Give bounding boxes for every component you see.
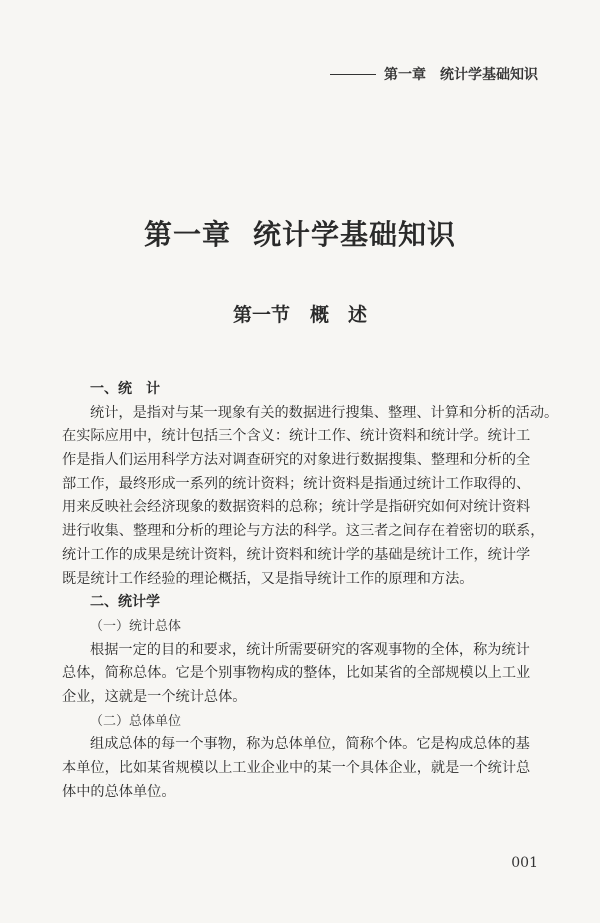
header-chapter: 第一章 (384, 67, 426, 83)
header-title: 统计学基础知识 (440, 67, 538, 83)
heading-statistics: 一、统 计 (90, 381, 160, 397)
paragraph-line: 进行收集、整理和分析的理论与方法的科学。这三者之间存在着密切的联系， (62, 523, 545, 540)
header-rule (330, 74, 376, 75)
subheading-population-unit: （二）总体单位 (90, 713, 182, 729)
section-number: 第一节 (232, 304, 290, 326)
paragraph-line: 企业，这就是一个统计总体。 (62, 688, 247, 705)
paragraph-line: 组成总体的每一个事物，称为总体单位，简称个体。它是构成总体的基 (90, 736, 530, 753)
chapter-name: 统计学基础知识 (253, 218, 457, 251)
running-header (330, 63, 538, 85)
paragraph-line: 作是指人们运用科学方法对调查研究的对象进行数据搜集、整理和分析的全 (62, 452, 531, 469)
page-number: 001 (511, 855, 538, 871)
paragraph-line: 用来反映社会经济现象的数据资料的总称；统计学是指研究如何对统计资料 (62, 499, 531, 516)
section-title (0, 300, 600, 327)
paragraph-line: 统计，是指对与某一现象有关的数据进行搜集、整理、计算和分析的活动。 (90, 404, 559, 421)
paragraph-line: 统计工作的成果是统计资料，统计资料和统计学的基础是统计工作，统计学 (62, 546, 531, 563)
paragraph-line: 部工作，最终形成一系列的统计资料；统计资料是指通过统计工作取得的、 (62, 475, 531, 492)
chapter-number: 第一章 (143, 218, 231, 251)
paragraph-line: 根据一定的目的和要求，统计所需要研究的客观事物的全体，称为统计 (90, 641, 530, 658)
body-text (62, 378, 559, 804)
chapter-title (0, 213, 600, 253)
heading-statistics-science: 二、统计学 (90, 594, 160, 611)
paragraph-line: 体中的总体单位。 (62, 783, 176, 800)
subheading-statistical-population: （一）统计总体 (90, 618, 182, 634)
paragraph-line: 在实际应用中，统计包括三个含义：统计工作、统计资料和统计学。统计工 (62, 428, 531, 445)
paragraph-line: 既是统计工作经验的理论概括，又是指导统计工作的原理和方法。 (62, 570, 474, 587)
section-name: 概 述 (310, 304, 368, 326)
paragraph-line: 本单位，比如某省规模以上工业企业中的某一个具体企业，就是一个统计总 (62, 760, 531, 776)
paragraph-line: 总体，简称总体。它是个别事物构成的整体，比如某省的全部规模以上工业 (62, 665, 531, 682)
